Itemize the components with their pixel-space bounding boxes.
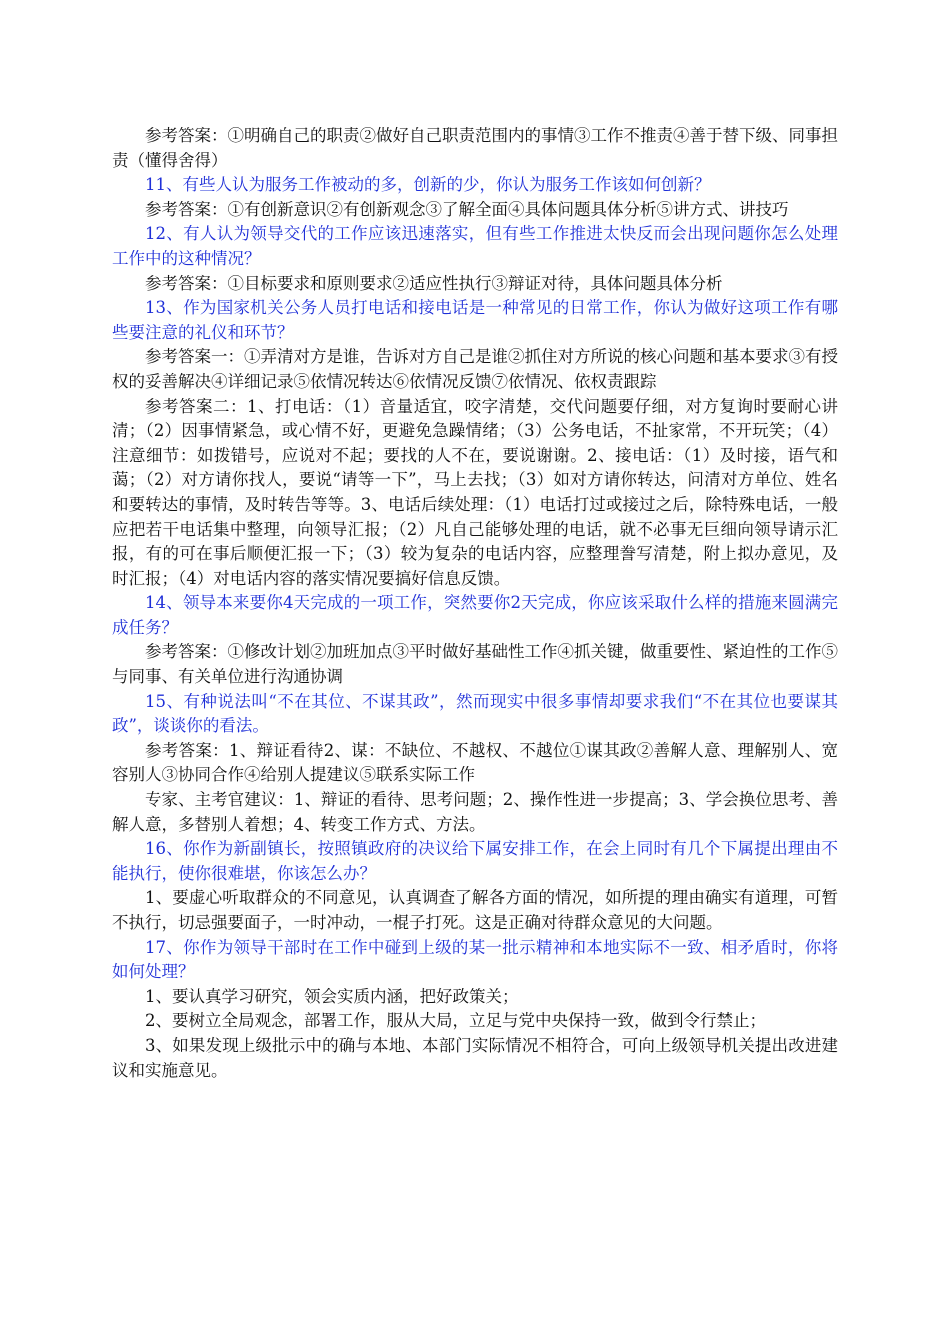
document-page	[112, 124, 838, 1083]
question-11: 11、有些人认为服务工作被动的多，创新的少，你认为服务工作该如何创新？	[145, 175, 711, 195]
answer-paragraph: 参考答案一：①弄清对方是谁，告诉对方自己是谁②抓住对方所说的核心问题和基本要求③有授权的妥善解决④详细记录⑤依情况转达⑥依情况反馈⑦依情况、依权责跟踪	[112, 347, 838, 391]
question-17: 17、你作为领导干部时在工作中碰到上级的某一批示精神和本地实际不一致、相矛盾时，你将如何处理？	[112, 937, 838, 982]
answer-paragraph: 3、如果发现上级批示中的确与本地、本部门实际情况不相符合，可向上级领导机关提出改进建议和实施意见。	[112, 1035, 838, 1080]
question-15: 15、有种说法叫“不在其位、不谋其政”，然而现实中很多事情却要求我们“不在其位也要谋其政”，谈谈你的看法。	[112, 691, 838, 736]
answer-paragraph: 参考答案：①目标要求和原则要求②适应性执行③辩证对待，具体问题具体分析	[145, 273, 723, 293]
question-16: 16、你作为新副镇长，按照镇政府的决议给下属安排工作，在会上同时有几个下属提出理由不能执行，使你很难堪，你该怎么办？	[112, 839, 838, 883]
question-12: 12、有人认为领导交代的工作应该迅速落实，但有些工作推进太快反而会出现问题你怎么处理工作中的这种情况？	[112, 224, 838, 268]
expert-advice-paragraph: 专家、主考官建议：1、辩证的看待、思考问题；2、操作性进一步提高；3、学会换位思考、善解人意，多替别人着想；4、转变工作方式、方法。	[112, 790, 838, 834]
answer-paragraph: 参考答案：①明确自己的职责②做好自己职责范围内的事情③工作不推责④善于替下级、同事担责（懂得舍得）	[112, 126, 838, 170]
answer-paragraph: 2、要树立全局观念，部署工作，服从大局，立足与党中央保持一致，做到令行禁止；	[145, 1011, 766, 1031]
answer-paragraph: 1、要认真学习研究，领会实质内涵，把好政策关；	[145, 986, 519, 1006]
answer-paragraph: 参考答案：①有创新意识②有创新观念③了解全面④具体问题具体分析⑤讲方式、讲技巧	[145, 199, 789, 219]
answer-paragraph: 1、要虚心听取群众的不同意见，认真调查了解各方面的情况，如所提的理由确实有道理，可暂不执行，切忌强要面子，一时冲动，一棍子打死。这是正确对待群众意见的大问题。	[112, 888, 838, 932]
question-14: 14、领导本来要你4天完成的一项工作，突然要你2天完成，你应该采取什么样的措施来圆满完成任务？	[112, 593, 838, 637]
question-13: 13、作为国家机关公务人员打电话和接电话是一种常见的日常工作，你认为做好这项工作有哪些要注意的礼仪和环节？	[112, 298, 838, 342]
answer-paragraph: 参考答案二：1、打电话：（1）音量适宜，咬字清楚，交代问题要仔细，对方复询时要耐心讲清；（2）因事情紧急，或心情不好，更避免急躁情绪；（3）公务电话，不扯家常，不开玩笑；（4）注意细节：如拨错号，应说对不起；要找的人不在，要说谢谢。2、接电话：（1）及时接，语气和蔼；（2）对方请你找人，要说“请等一下”，马上去找；（3）如对方请你转达，问清对方单位、姓名和要转达的事情，及时转告等等。3、电话后续处理：（1）电话打过或接过之后，除特殊电话，一般应把若干电话集中整理，向领导汇报；（2）凡自己能够处理的电话，就不必事无巨细向领导请示汇报，有的可在事后顺便汇报一下；（3）较为复杂的电话内容，应整理誊写清楚，附上拟办意见，及时汇报；（4）对电话内容的落实情况要搞好信息反馈。	[112, 396, 838, 588]
answer-paragraph: 参考答案：①修改计划②加班加点③平时做好基础性工作④抓关键，做重要性、紧迫性的工作⑤与同事、有关单位进行沟通协调	[112, 642, 838, 687]
answer-paragraph: 参考答案：1、辩证看待2、谋：不缺位、不越权、不越位①谋其政②善解人意、理解别人、宽容别人③协同合作④给别人提建议⑤联系实际工作	[112, 740, 838, 785]
